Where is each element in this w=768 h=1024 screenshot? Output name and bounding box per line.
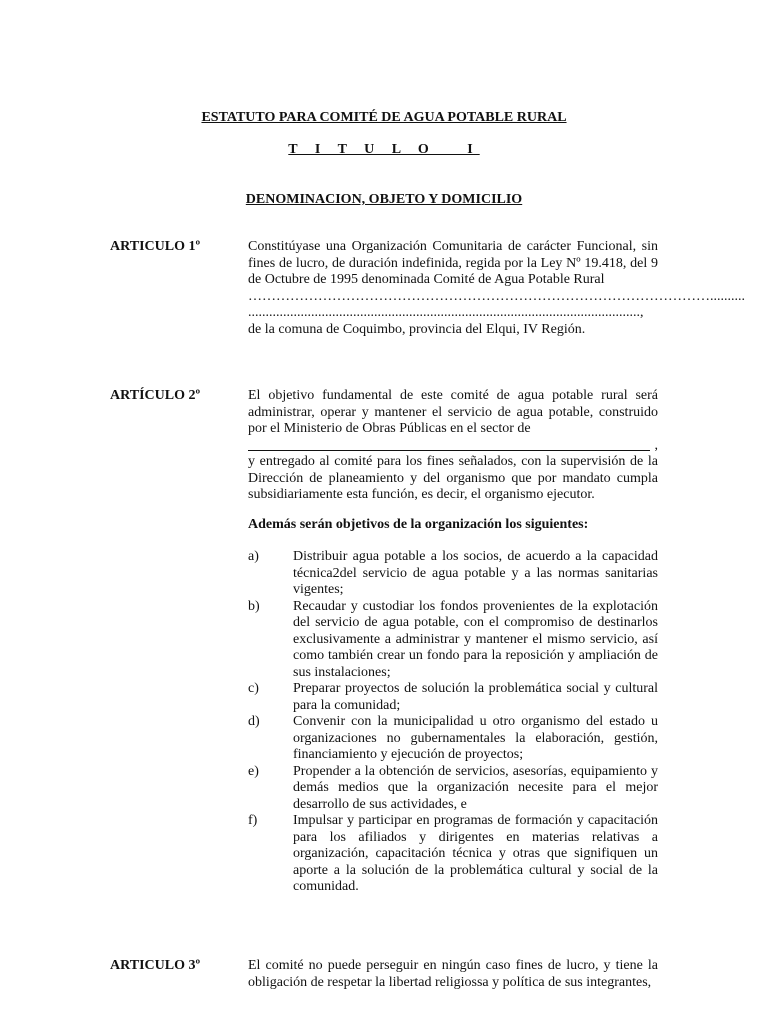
list-item (248, 681, 658, 714)
list-item-text: Convenir con la municipalidad u otro organismo del estado u organizaciones no gubernamentales la elaboración, gestión, financiamiento y ejecución de proyectos; (293, 714, 658, 762)
list-item-text: Distribuir agua potable a los socios, de acuerdo a la capacidad técnica2del servicio de agua potable y a las normas sanitarias vigentes; (293, 549, 658, 597)
article-2-text: El objetivo fundamental de este comité de agua potable rural será administrar, operar y mantener el servicio de agua potable, construido por el Ministerio de Obras Públicas en el sector de (248, 388, 658, 436)
article-2-body (248, 388, 658, 504)
list-item-mark: e) (248, 763, 259, 779)
objectives-list (248, 549, 658, 896)
article-1-text-2: de la comuna de Coquimbo, provincia del Elqui, IV Región. (248, 321, 586, 337)
list-item-mark: d) (248, 714, 260, 729)
article-2-blank-line (248, 438, 658, 455)
list-item (248, 813, 658, 896)
article-3-text: El comité no puede perseguir en ningún caso fines de lucro, y tiene la obligación de respetar la libertad religiossa y política de sus integrantes, (248, 958, 658, 990)
list-item-mark: c) (248, 681, 259, 696)
list-item-text: Preparar proyectos de solución la problemática social y cultural para la comunidad; (293, 681, 658, 713)
list-item-text: Propender a la obtención de servicios, asesorías, equipamiento y demás medios que la organización necesite para el mejor desarrollo de sus actividades, e (293, 763, 658, 812)
article-3-body (248, 958, 658, 991)
list-item (248, 714, 658, 764)
list-item (248, 599, 658, 682)
list-item (248, 549, 658, 599)
article-2-text-2: y entregado al comité para los fines señalados, con la supervisión de la Dirección de planeamiento y del organismo que por mandato cumpla subsidiariamente esta función, es decir, el organismo ejecutor. (248, 454, 658, 502)
blank-rule (248, 450, 650, 451)
section-heading: DENOMINACION, OBJETO Y DOMICILIO (245, 192, 523, 207)
article-1-body (248, 239, 745, 338)
document-title: ESTATUTO PARA COMITÉ DE AGUA POTABLE RURAL (201, 110, 567, 125)
list-item-mark: f) (248, 813, 258, 828)
list-item-text: Recaudar y custodiar los fondos provenientes de la explotación del servicio de agua potable, con el compromiso de destinarlos exclusivamente a administrar y mantener el mismo servicio, así como también crear un fondo para la reposición y ampliación de sus instalaciones; (293, 598, 658, 680)
article-2-label: ARTÍCULO 2º (110, 388, 201, 403)
blank-comma: , (654, 437, 658, 453)
list-item-text: Impulsar y participar en programas de formación y capacitación para los afiliados y dirigentes en materias relativas a organización, capacitación técnica y otras que signifiquen un aporte a la solución de la problemática cultural y social de la comunidad. (293, 813, 658, 894)
article-3-label: ARTICULO 3º (110, 958, 201, 973)
list-item (248, 764, 658, 814)
article-1-dots-line-2: ................................................................................................................, (248, 305, 644, 320)
article-1-text: Constitúyase una Organización Comunitaria de carácter Funcional, sin fines de lucro, de duración indefinida, regida por la Ley Nº 19.418, del 9 de Octubre de 1995 denominada Comité de Agua Potable Rural (248, 239, 658, 287)
objectives-subheading: Además serán objetivos de la organización los siguientes: (248, 517, 589, 532)
titulo-heading: T I T U L O I (288, 142, 480, 157)
article-1-dots-line-1: ……………………………………………………………………………………….......... (248, 288, 745, 304)
article-1-label: ARTICULO 1º (110, 239, 201, 254)
list-item-mark: b) (248, 598, 260, 614)
list-item-mark: a) (248, 549, 259, 564)
